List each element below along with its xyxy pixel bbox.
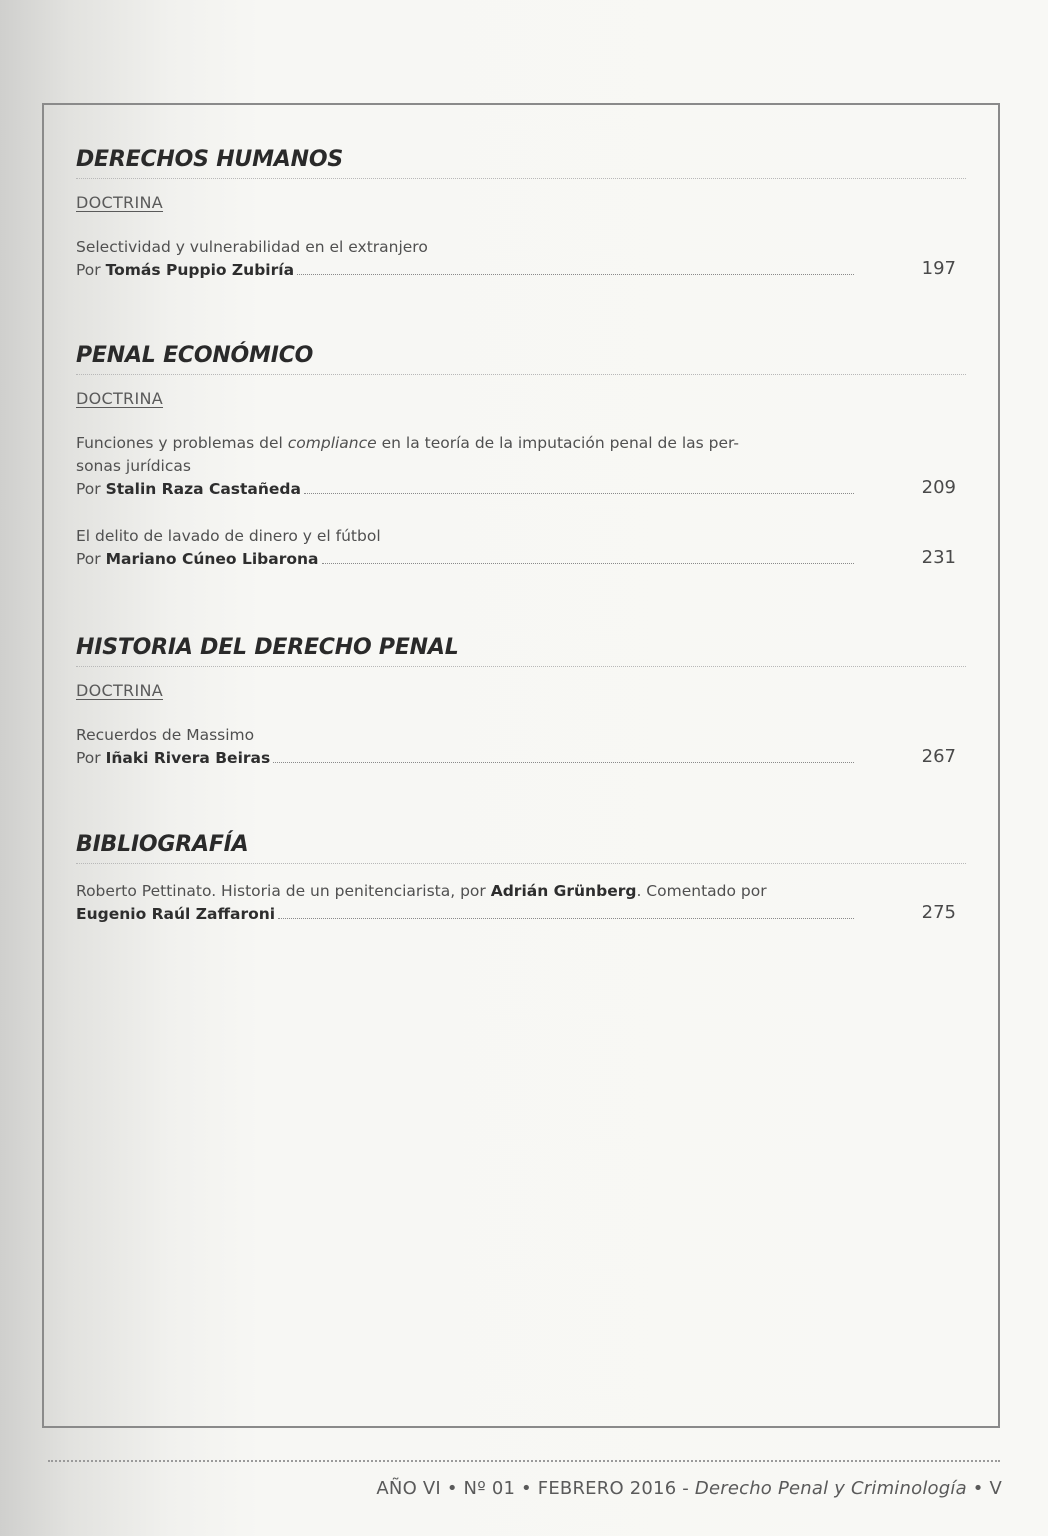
entry-author: Tomás Puppio Zubiría <box>105 261 295 279</box>
entry-title: Recuerdos de Massimo <box>76 726 255 744</box>
toc-entry[interactable] <box>76 432 956 501</box>
entry-author: Stalin Raza Castañeda <box>105 480 301 498</box>
page-number: 267 <box>921 746 956 767</box>
toc-entry[interactable] <box>76 724 956 770</box>
subhead-doctrina: DOCTRINA <box>76 389 164 408</box>
entry-title-italic: compliance <box>287 434 377 452</box>
dot-leader <box>304 492 854 494</box>
section-bibliografia <box>76 832 966 926</box>
page-number: 209 <box>921 477 956 498</box>
entry-author: Mariano Cúneo Libarona <box>105 550 319 568</box>
section-title: HISTORIA DEL DERECHO PENAL <box>76 635 966 667</box>
dot-leader <box>297 273 854 275</box>
footer-page: • V <box>972 1478 1002 1499</box>
entry-author: Eugenio Raúl Zaffaroni <box>76 905 276 923</box>
entry-title: Selectividad y vulnerabilidad en el extranjero <box>76 238 428 256</box>
section-historia-derecho-penal <box>76 635 966 770</box>
footer-issue: AÑO VI • Nº 01 • FEBRERO 2016 - <box>376 1478 689 1499</box>
page-footer <box>376 1478 1002 1499</box>
footer-journal: Derecho Penal y Criminología <box>694 1478 967 1499</box>
entry-title: El delito de lavado de dinero y el fútbol <box>76 527 381 545</box>
toc-entry[interactable] <box>76 236 956 282</box>
section-derechos-humanos <box>76 147 966 282</box>
entry-byline <box>76 903 856 926</box>
section-penal-economico <box>76 343 966 571</box>
footer-divider <box>48 1460 1000 1462</box>
page-number: 197 <box>921 258 956 279</box>
dot-leader <box>273 761 854 763</box>
subhead-doctrina: DOCTRINA <box>76 681 164 700</box>
section-title: PENAL ECONÓMICO <box>76 343 966 375</box>
entry-byline <box>76 747 856 770</box>
entry-byline <box>76 259 856 282</box>
toc-entry[interactable] <box>76 880 956 926</box>
entry-author: Iñaki Rivera Beiras <box>105 749 271 767</box>
entry-byline <box>76 548 856 571</box>
entry-byline <box>76 478 856 501</box>
entry-reviewed-author: Adrián Grünberg <box>490 882 637 900</box>
toc-entry[interactable] <box>76 525 956 571</box>
page-number: 231 <box>921 547 956 568</box>
entry-title-line2: sonas jurídicas <box>76 457 191 475</box>
by-label: Por <box>76 480 101 498</box>
entry-title: Roberto Pettinato. Historia de un penitenciarista, por Adrián Grünberg. Comentado por <box>76 882 767 900</box>
by-label: Por <box>76 749 101 767</box>
section-title: BIBLIOGRAFÍA <box>76 832 966 864</box>
dot-leader <box>278 917 854 919</box>
section-title: DERECHOS HUMANOS <box>76 147 966 179</box>
by-label: Por <box>76 550 101 568</box>
dot-leader <box>322 562 854 564</box>
by-label: Por <box>76 261 101 279</box>
entry-title: Funciones y problemas del compliance en la teoría de la imputación penal de las per- <box>76 434 739 452</box>
page-number: 275 <box>921 902 956 923</box>
subhead-doctrina: DOCTRINA <box>76 193 164 212</box>
